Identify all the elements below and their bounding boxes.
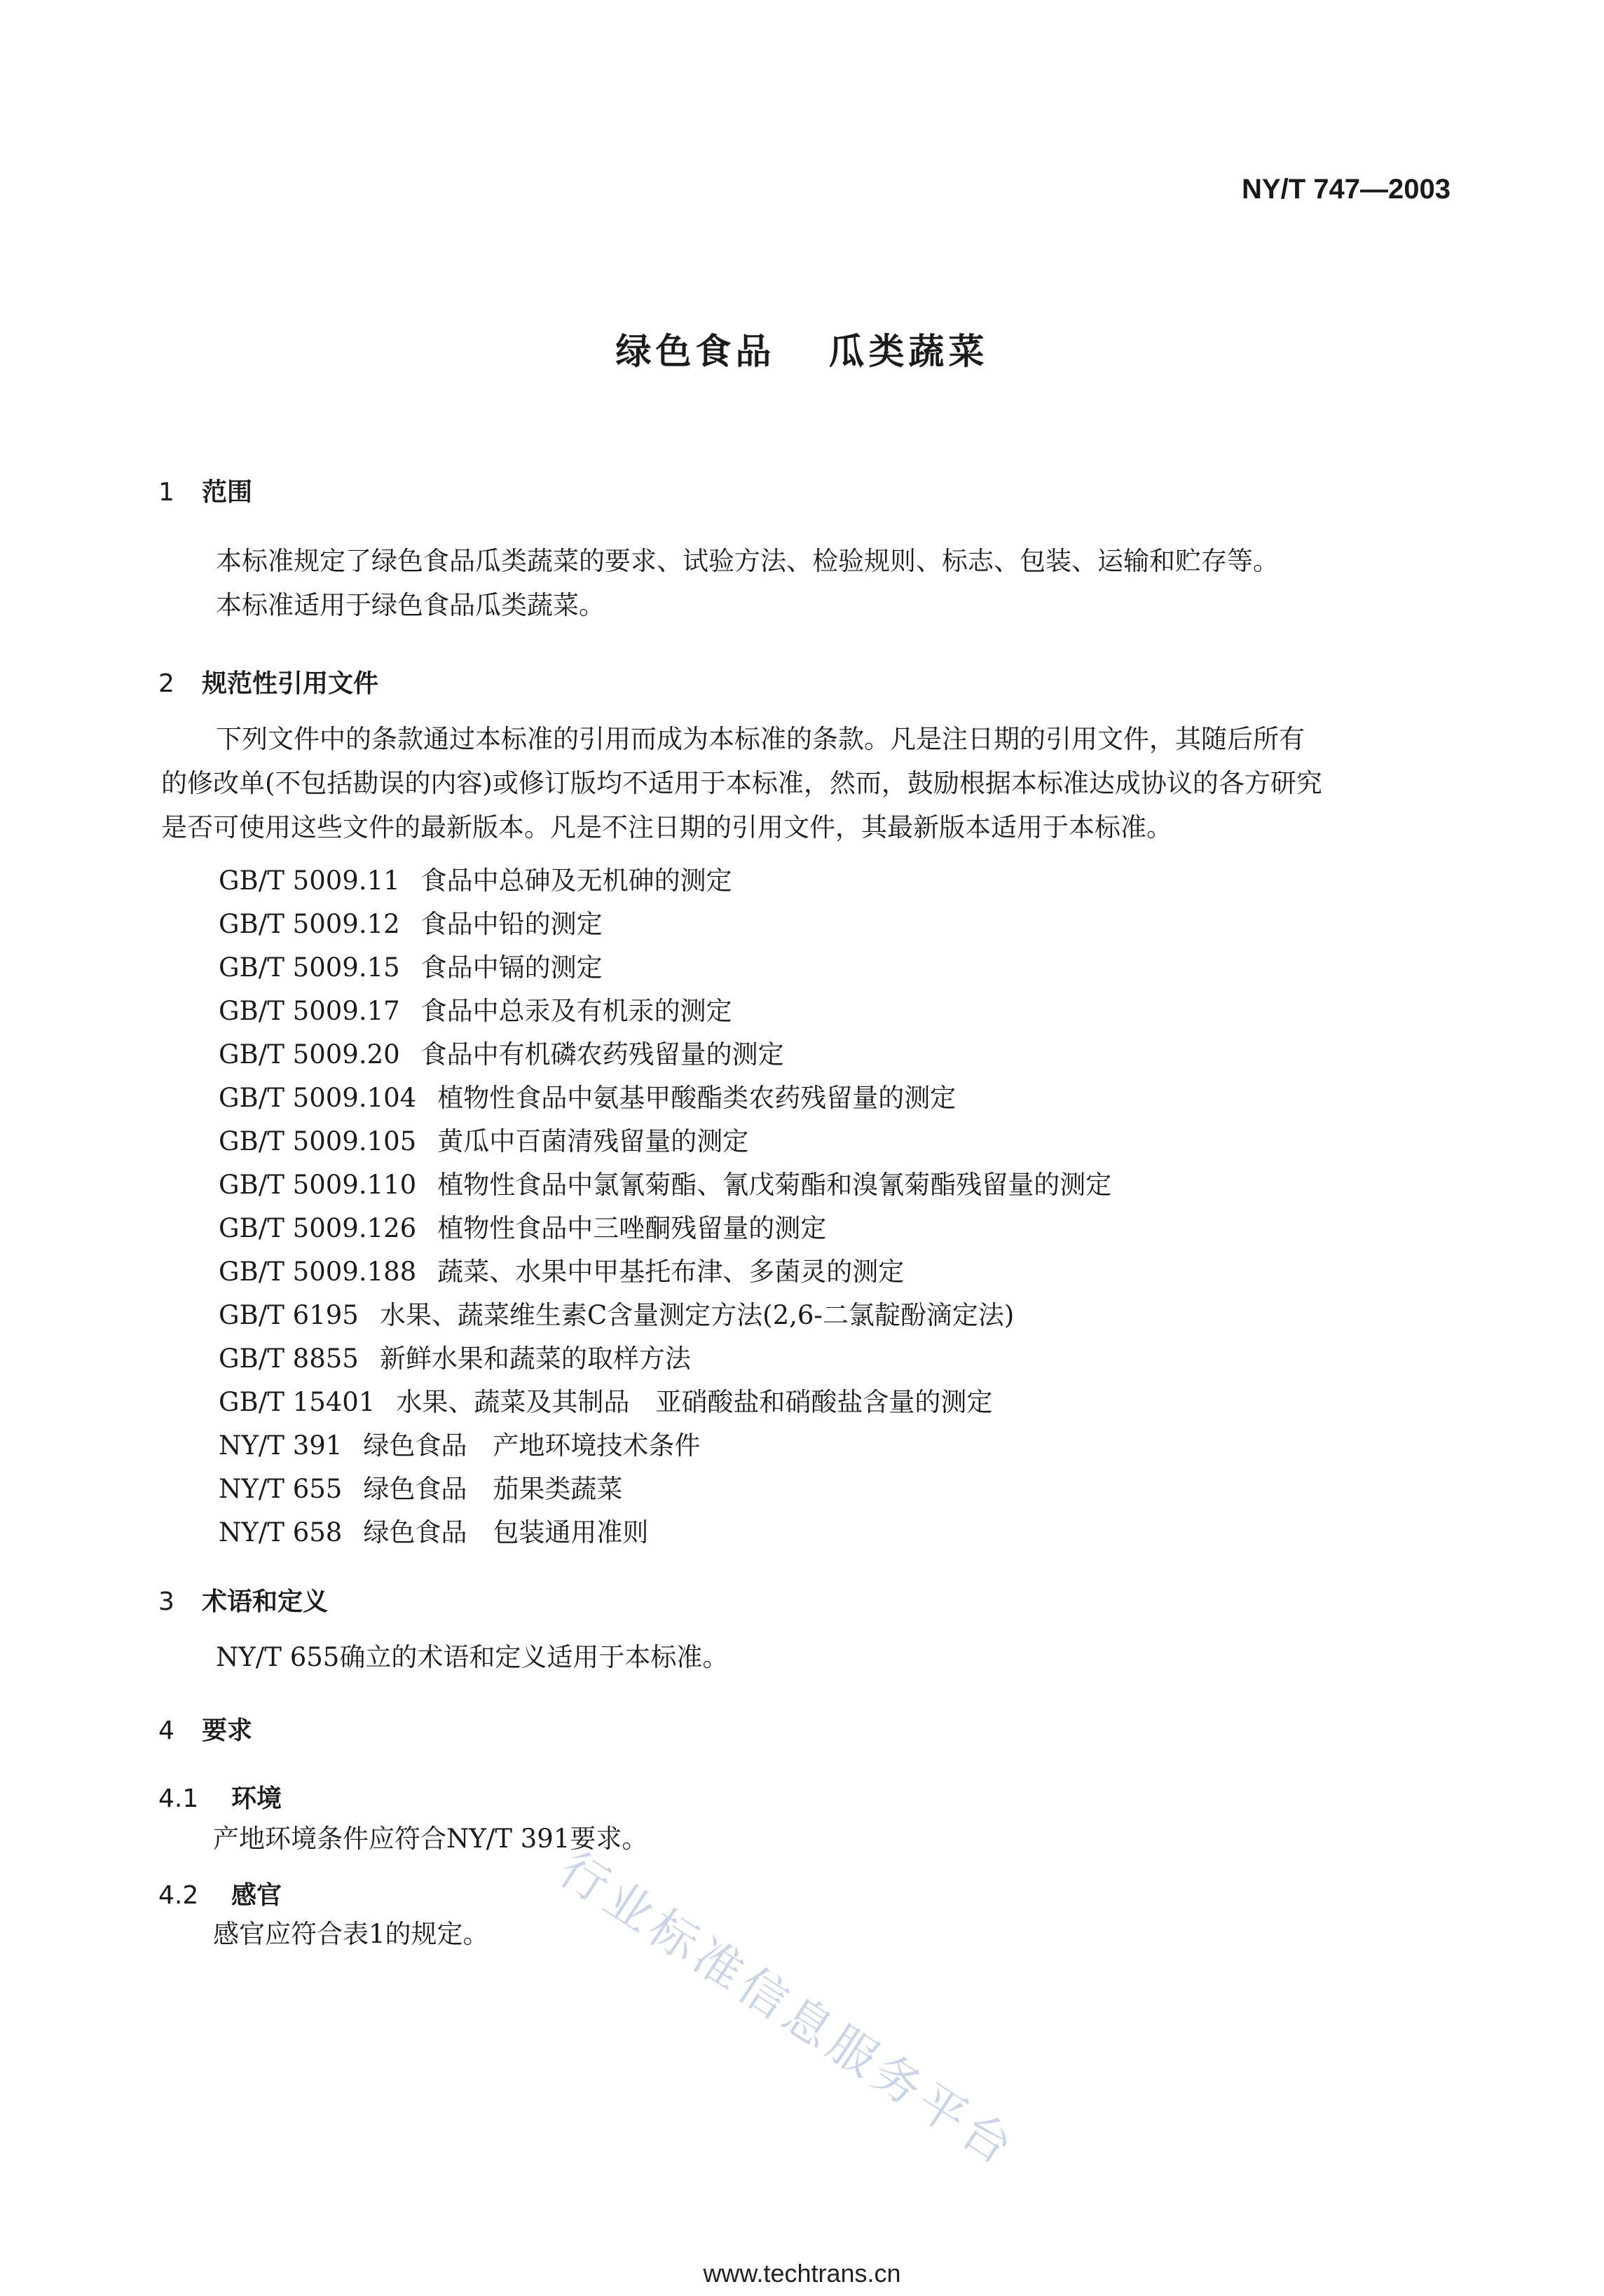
reference-item [219, 1294, 1014, 1332]
section-2-heading [158, 664, 378, 699]
reference-item [219, 903, 603, 941]
reference-title: 植物性食品中三唑酮残留量的测定 [437, 1213, 827, 1243]
section-number: 2 [158, 669, 174, 698]
reference-title: 食品中镉的测定 [420, 952, 603, 983]
reference-code: GB/T 5009.110 [219, 1170, 417, 1200]
reference-title: 食品中总砷及无机砷的测定 [420, 866, 732, 896]
reference-title: 食品中有机磷农药残留量的测定 [420, 1039, 784, 1070]
section-4-heading [158, 1711, 252, 1747]
section-3-paragraph: NY/T 655确立的术语和定义适用于本标准。 [216, 1642, 729, 1672]
section-number: 3 [158, 1587, 174, 1616]
reference-code: GB/T 15401 [219, 1387, 376, 1417]
title-part-2: 瓜类蔬菜 [828, 332, 989, 373]
reference-code: GB/T 5009.20 [219, 1039, 400, 1070]
reference-item [219, 1207, 826, 1245]
reference-item [219, 1468, 622, 1505]
reference-item [219, 1381, 992, 1419]
section-1-paragraph: 本标准适用于绿色食品瓜类蔬菜。 [216, 590, 605, 620]
reference-item [219, 859, 732, 897]
reference-code: GB/T 5009.11 [219, 866, 400, 896]
subsection-number: 4.1 [158, 1784, 199, 1813]
section-number: 4 [158, 1716, 174, 1745]
reference-title: 植物性食品中氯氰菊酯、氰戊菊酯和溴氰菊酯残留量的测定 [437, 1170, 1112, 1200]
reference-code: GB/T 5009.126 [219, 1213, 417, 1243]
subsection-4-2-paragraph: 感官应符合表1的规定。 [213, 1919, 489, 1949]
subsection-title: 环境 [231, 1784, 282, 1813]
subsection-title: 感官 [231, 1881, 282, 1910]
reference-title: 绿色食品 茄果类蔬菜 [363, 1474, 623, 1504]
footer-url: www.techtrans.cn [703, 2259, 901, 2288]
reference-title: 新鲜水果和蔬菜的取样方法 [379, 1344, 691, 1374]
title-part-1: 绿色食品 [615, 332, 776, 373]
section-3-heading [158, 1582, 328, 1618]
section-title: 要求 [202, 1716, 253, 1745]
reference-title: 蔬菜、水果中甲基托布津、多菌灵的测定 [437, 1257, 905, 1287]
reference-code: GB/T 5009.105 [219, 1126, 417, 1156]
section-2-intro-line: 是否可使用这些文件的最新版本。凡是不注日期的引用文件，其最新版本适用于本标准。 [161, 812, 1172, 842]
reference-item [219, 1511, 648, 1549]
subsection-4-1-heading [158, 1779, 282, 1815]
reference-code: GB/T 5009.12 [219, 909, 400, 939]
reference-title: 植物性食品中氨基甲酸酯类农药残留量的测定 [437, 1083, 957, 1113]
watermark: 行业标准信息服务平台 [549, 1841, 1027, 2178]
reference-item [219, 1120, 748, 1158]
section-title: 规范性引用文件 [202, 669, 379, 698]
reference-title: 黄瓜中百菌清残留量的测定 [437, 1126, 749, 1156]
reference-item [219, 1163, 1111, 1201]
section-1-paragraph: 本标准规定了绿色食品瓜类蔬菜的要求、试验方法、检验规则、标志、包装、运输和贮存等。 [216, 546, 1279, 576]
reference-item [219, 946, 603, 984]
reference-title: 绿色食品 产地环境技术条件 [363, 1430, 701, 1461]
reference-code: NY/T 655 [219, 1474, 343, 1504]
reference-code: NY/T 658 [219, 1517, 343, 1547]
reference-item [219, 1077, 956, 1114]
reference-title: 水果、蔬菜维生素C含量测定方法(2,6-二氯靛酚滴定法) [379, 1300, 1015, 1330]
section-number: 1 [158, 478, 174, 507]
standard-number: NY/T 747—2003 [1242, 174, 1451, 205]
reference-code: GB/T 5009.17 [219, 996, 400, 1026]
subsection-4-2-heading [158, 1875, 282, 1911]
reference-title: 绿色食品 包装通用准则 [363, 1517, 649, 1547]
reference-code: GB/T 6195 [219, 1300, 359, 1330]
reference-item [219, 1250, 904, 1288]
reference-code: GB/T 8855 [219, 1344, 359, 1374]
reference-title: 食品中铅的测定 [420, 909, 603, 939]
reference-item [219, 1337, 691, 1375]
reference-code: NY/T 391 [219, 1430, 343, 1461]
reference-item [219, 1424, 700, 1462]
section-1-heading [158, 472, 252, 508]
section-title: 术语和定义 [202, 1587, 329, 1616]
reference-title: 食品中总汞及有机汞的测定 [420, 996, 732, 1026]
reference-item [219, 1033, 784, 1071]
section-2-intro-line: 下列文件中的条款通过本标准的引用而成为本标准的条款。凡是注日期的引用文件，其随后所有 [216, 724, 1305, 754]
reference-code: GB/T 5009.104 [219, 1083, 417, 1113]
reference-code: GB/T 5009.15 [219, 952, 400, 983]
subsection-number: 4.2 [158, 1881, 199, 1910]
reference-code: GB/T 5009.188 [219, 1257, 417, 1287]
subsection-4-1-paragraph: 产地环境条件应符合NY/T 391要求。 [213, 1824, 648, 1854]
reference-item [219, 990, 732, 1027]
document-title [0, 322, 1604, 374]
section-2-intro-line: 的修改单(不包括勘误的内容)或修订版均不适用于本标准，然而，鼓励根据本标准达成协议的各方研究 [161, 768, 1322, 798]
reference-title: 水果、蔬菜及其制品 亚硝酸盐和硝酸盐含量的测定 [396, 1387, 993, 1417]
section-title: 范围 [202, 478, 253, 507]
